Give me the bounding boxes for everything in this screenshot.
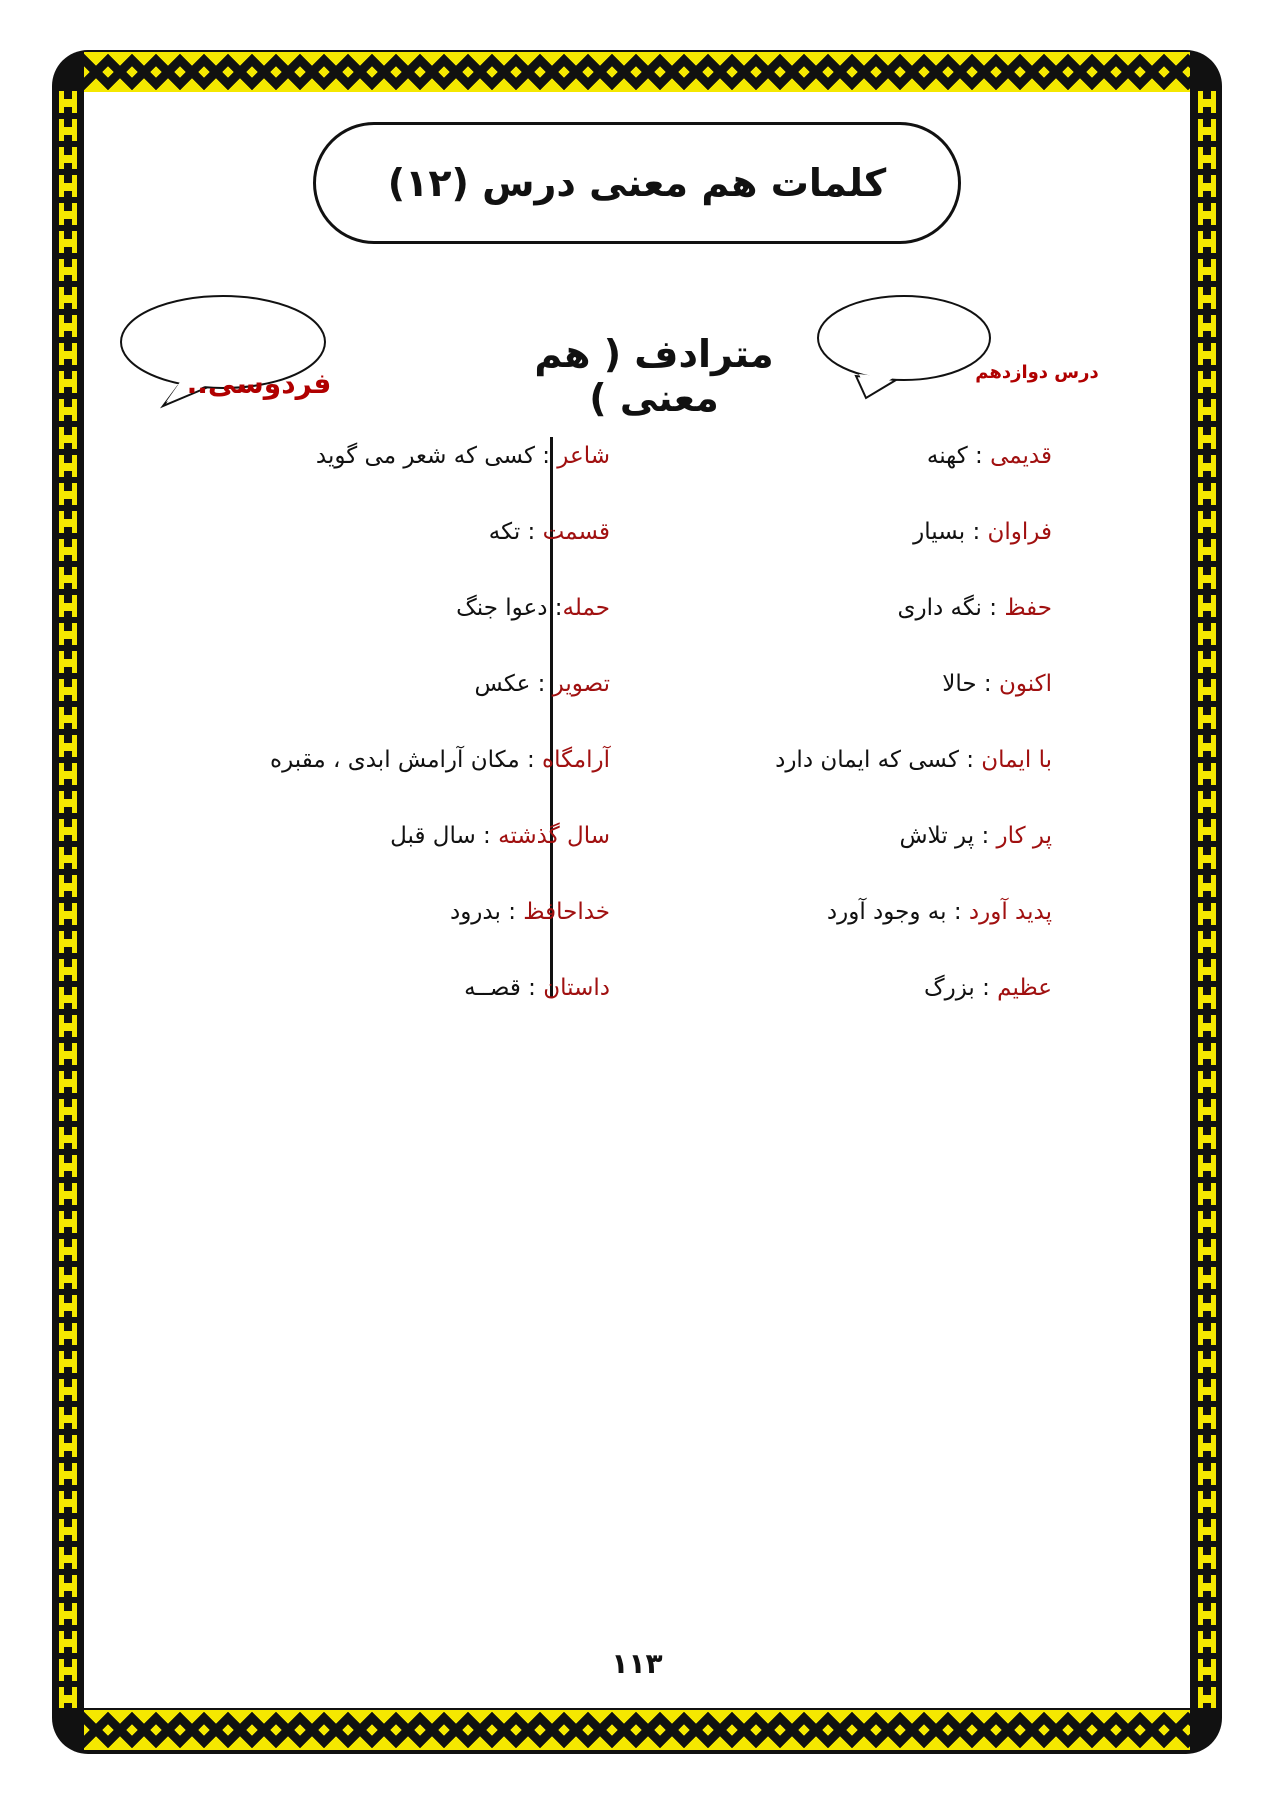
list-item: [692, 734, 1052, 810]
term: پر کار: [996, 823, 1052, 849]
bubble-right-text: درس دوازدهم: [975, 362, 1099, 383]
list-item: [250, 734, 610, 810]
meaning: : تکه: [488, 519, 543, 545]
list-item: [250, 506, 610, 582]
list-item: [692, 506, 1052, 582]
term: قدیمی: [990, 443, 1052, 469]
meaning: : کسی که ایمان دارد: [775, 747, 982, 773]
meaning: : کسی که شعر می گوید: [315, 443, 558, 469]
speech-bubble-right: [816, 292, 994, 400]
term: با ایمان: [981, 747, 1052, 773]
list-item: [250, 962, 610, 1038]
title-box: [313, 122, 961, 244]
meaning: : عکس: [474, 671, 553, 697]
term: تصویر: [552, 671, 610, 697]
frame-left-band: [54, 88, 82, 1708]
meaning: : قصــه: [464, 975, 544, 1001]
page-content: [84, 92, 1190, 1708]
frame-top-band: [84, 52, 1190, 92]
meaning: : دعوا جنگ: [456, 595, 563, 621]
meaning: : پر تلاش: [899, 823, 997, 849]
term: خداحافظ: [523, 899, 610, 925]
list-item: [692, 962, 1052, 1038]
list-item: [692, 430, 1052, 506]
term: عظیم: [997, 975, 1052, 1001]
list-item: [250, 658, 610, 734]
page-title: کلمات هم معنی درس (۱۲): [387, 161, 887, 205]
frame-right-band: [1193, 88, 1221, 1708]
meaning: : بزرگ: [924, 975, 998, 1001]
term: اکنون: [998, 671, 1052, 697]
meaning: : بدرود: [449, 899, 524, 925]
list-item: [250, 582, 610, 658]
term: پدید آورد: [968, 899, 1052, 925]
frame-bottom-band: [84, 1710, 1190, 1750]
term: سال گذشته: [498, 823, 610, 849]
meaning: : حالا: [942, 671, 999, 697]
meaning: : کهنه: [926, 443, 991, 469]
meaning: : به وجود آورد: [826, 899, 969, 925]
term: داستان: [543, 975, 610, 1001]
list-item: [250, 810, 610, 886]
term: فراوان: [987, 519, 1052, 545]
list-item: [692, 582, 1052, 658]
list-item: [250, 430, 610, 506]
term: قسمت: [542, 519, 610, 545]
meaning: : بسیار: [913, 519, 988, 545]
bubble-left-text: فردوسی..: [186, 367, 332, 400]
synonym-list-right: [692, 430, 1052, 1038]
list-item: [250, 886, 610, 962]
page-number: ۱۱۳: [611, 1647, 663, 1680]
list-item: [692, 810, 1052, 886]
list-item: [692, 886, 1052, 962]
term: آرامگاه: [542, 747, 610, 773]
term: شاعر: [557, 443, 610, 469]
synonym-list-left: [250, 430, 610, 1038]
section-heading: مترادف ( هم معنی ): [534, 332, 774, 420]
meaning: : نگه داری: [897, 595, 1005, 621]
meaning: : مکان آرامش ابدی ، مقبره: [270, 747, 543, 773]
term: حمله: [562, 595, 610, 621]
term: حفظ: [1004, 595, 1052, 621]
list-item: [692, 658, 1052, 734]
meaning: : سال قبل: [390, 823, 499, 849]
